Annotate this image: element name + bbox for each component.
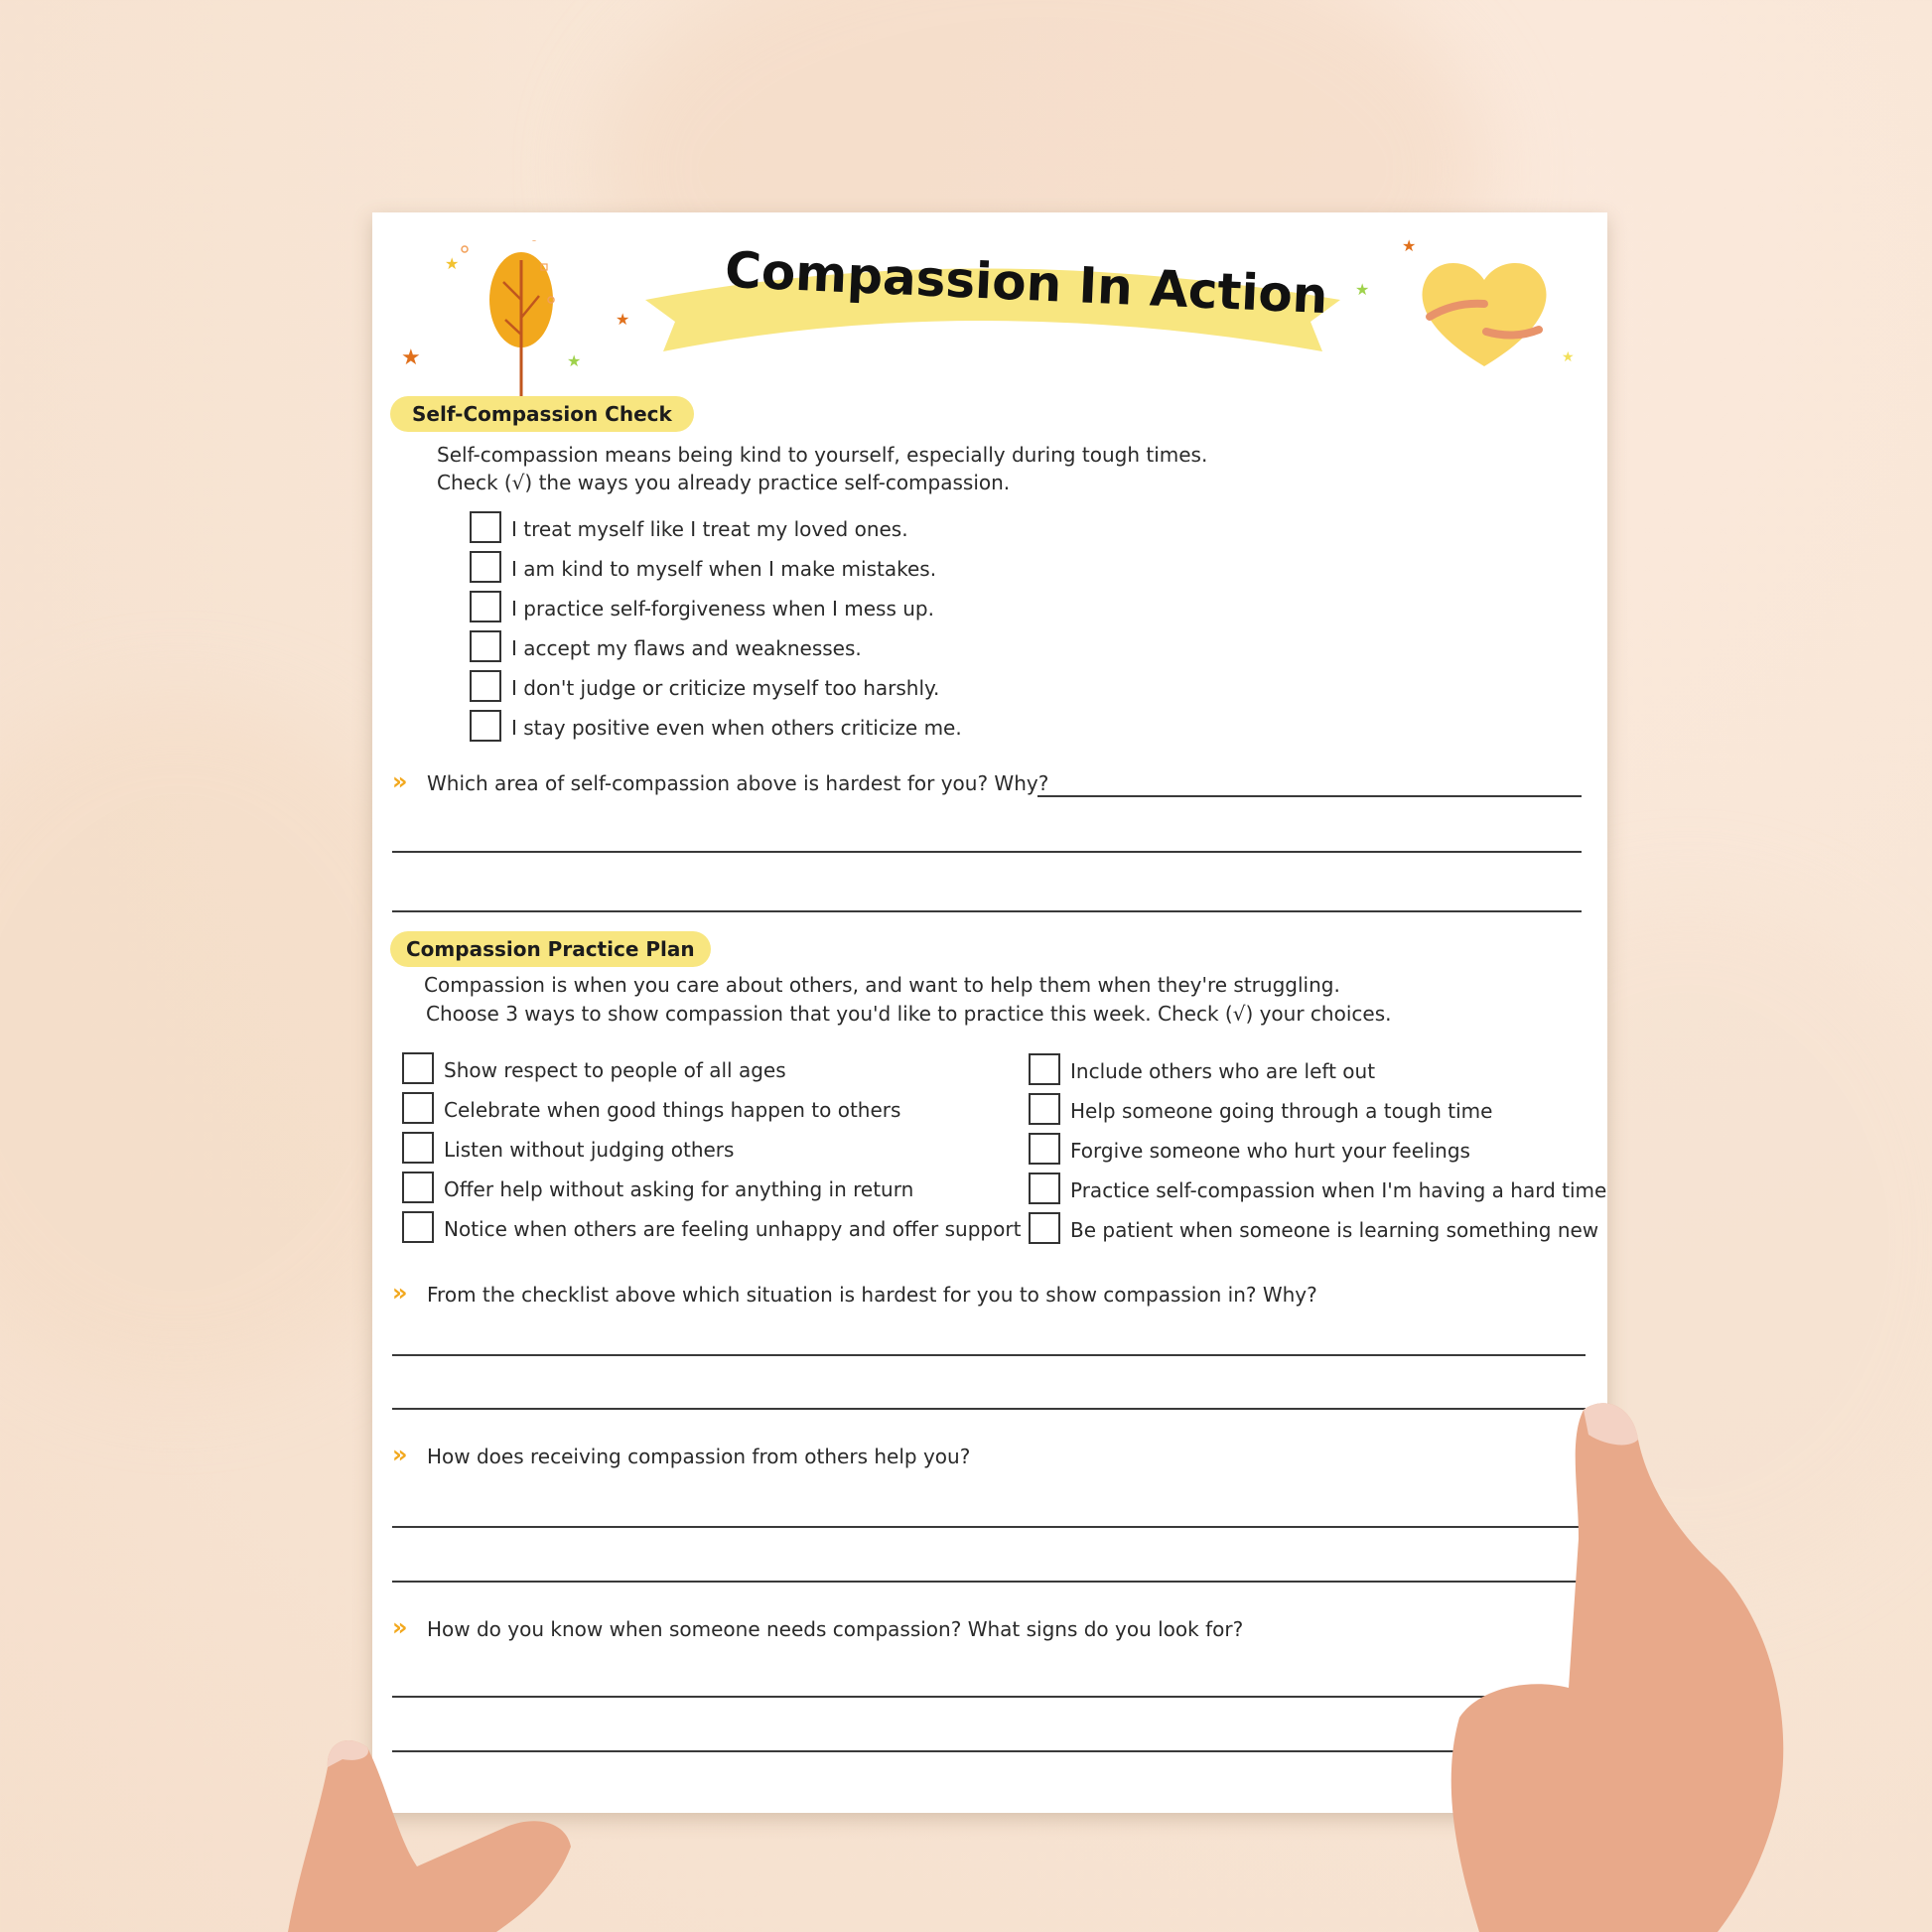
right-hand	[1420, 1390, 1817, 1932]
checkbox-practice-right-4[interactable]	[1029, 1173, 1060, 1204]
practice-right-item-1: Include others who are left out	[1070, 1059, 1376, 1083]
checkbox-self-1[interactable]	[470, 511, 501, 543]
practice-right-item-5: Be patient when someone is learning something new	[1070, 1218, 1599, 1242]
self-item-2: I am kind to myself when I make mistakes.	[511, 557, 937, 581]
checkbox-practice-right-1[interactable]	[1029, 1053, 1060, 1085]
left-hand	[268, 1727, 685, 1932]
checkbox-practice-left-5[interactable]	[402, 1211, 434, 1243]
checkbox-practice-left-3[interactable]	[402, 1132, 434, 1164]
answer-line[interactable]	[392, 1696, 1584, 1698]
section1-intro-line2: Check (√) the ways you already practice self-compassion.	[437, 471, 1011, 494]
answer-line[interactable]	[1037, 795, 1582, 797]
checkbox-practice-left-4[interactable]	[402, 1172, 434, 1203]
page-title: Compassion In Action	[724, 240, 1329, 326]
section2-intro-line1: Compassion is when you care about others, and want to help them when they're struggling.	[424, 973, 1340, 997]
checkbox-practice-right-3[interactable]	[1029, 1133, 1060, 1165]
practice-right-item-3: Forgive someone who hurt your feelings	[1070, 1139, 1470, 1163]
section1-question: Which area of self-compassion above is hardest for you? Why?	[427, 771, 1049, 795]
practice-right-item-4: Practice self-compassion when I'm having a hard time	[1070, 1178, 1607, 1202]
checkbox-self-6[interactable]	[470, 710, 501, 742]
chevron-double-right-icon: »	[392, 1613, 400, 1641]
checkbox-practice-left-2[interactable]	[402, 1092, 434, 1124]
checkbox-practice-right-5[interactable]	[1029, 1212, 1060, 1244]
practice-left-item-4: Offer help without asking for anything in return	[444, 1177, 914, 1201]
section2-intro-line2: Choose 3 ways to show compassion that you'd like to practice this week. Check (√) your choices.	[426, 1002, 1392, 1026]
chevron-double-right-icon: »	[392, 1441, 400, 1468]
self-item-5: I don't judge or criticize myself too harshly.	[511, 676, 940, 700]
chevron-double-right-icon: »	[392, 767, 400, 795]
practice-question-1: From the checklist above which situation is hardest for you to show compassion in? Why?	[427, 1283, 1317, 1307]
practice-right-item-2: Help someone going through a tough time	[1070, 1099, 1493, 1123]
star-icon: ★	[1402, 236, 1417, 255]
star-icon: ★	[445, 254, 460, 273]
checkbox-self-5[interactable]	[470, 670, 501, 702]
checkbox-self-2[interactable]	[470, 551, 501, 583]
checkbox-practice-left-1[interactable]	[402, 1052, 434, 1084]
chevron-double-right-icon: »	[392, 1279, 400, 1307]
self-item-6: I stay positive even when others criticize me.	[511, 716, 962, 740]
answer-line[interactable]	[392, 851, 1582, 853]
checkbox-self-3[interactable]	[470, 591, 501, 622]
answer-line[interactable]	[392, 910, 1582, 912]
practice-question-2: How does receiving compassion from others help you?	[427, 1445, 971, 1468]
star-icon: ★	[1355, 280, 1370, 299]
answer-line[interactable]	[392, 1354, 1586, 1356]
self-item-4: I accept my flaws and weaknesses.	[511, 636, 862, 660]
star-icon: ★	[401, 345, 421, 370]
checkbox-practice-right-2[interactable]	[1029, 1093, 1060, 1125]
answer-line[interactable]	[392, 1581, 1584, 1583]
star-icon: ★	[567, 351, 582, 370]
self-item-1: I treat myself like I treat my loved ones.	[511, 517, 908, 541]
section-label-practice-plan: Compassion Practice Plan	[390, 931, 711, 967]
practice-left-item-5: Notice when others are feeling unhappy and offer support	[444, 1217, 1022, 1241]
self-item-3: I practice self-forgiveness when I mess up.	[511, 597, 934, 621]
section-label-self-compassion: Self-Compassion Check	[390, 396, 694, 432]
star-icon: ★	[1562, 349, 1575, 365]
heart-hug-icon	[1415, 252, 1554, 371]
answer-line[interactable]	[392, 1408, 1586, 1410]
checkbox-self-4[interactable]	[470, 630, 501, 662]
practice-question-3: How do you know when someone needs compassion? What signs do you look for?	[427, 1617, 1244, 1641]
answer-line[interactable]	[392, 1526, 1584, 1528]
star-icon: ★	[616, 310, 630, 329]
practice-left-item-1: Show respect to people of all ages	[444, 1058, 786, 1082]
section1-intro-line1: Self-compassion means being kind to yourself, especially during tough times.	[437, 443, 1208, 467]
practice-left-item-3: Listen without judging others	[444, 1138, 735, 1162]
practice-left-item-2: Celebrate when good things happen to others	[444, 1098, 901, 1122]
tree-icon	[452, 240, 591, 409]
